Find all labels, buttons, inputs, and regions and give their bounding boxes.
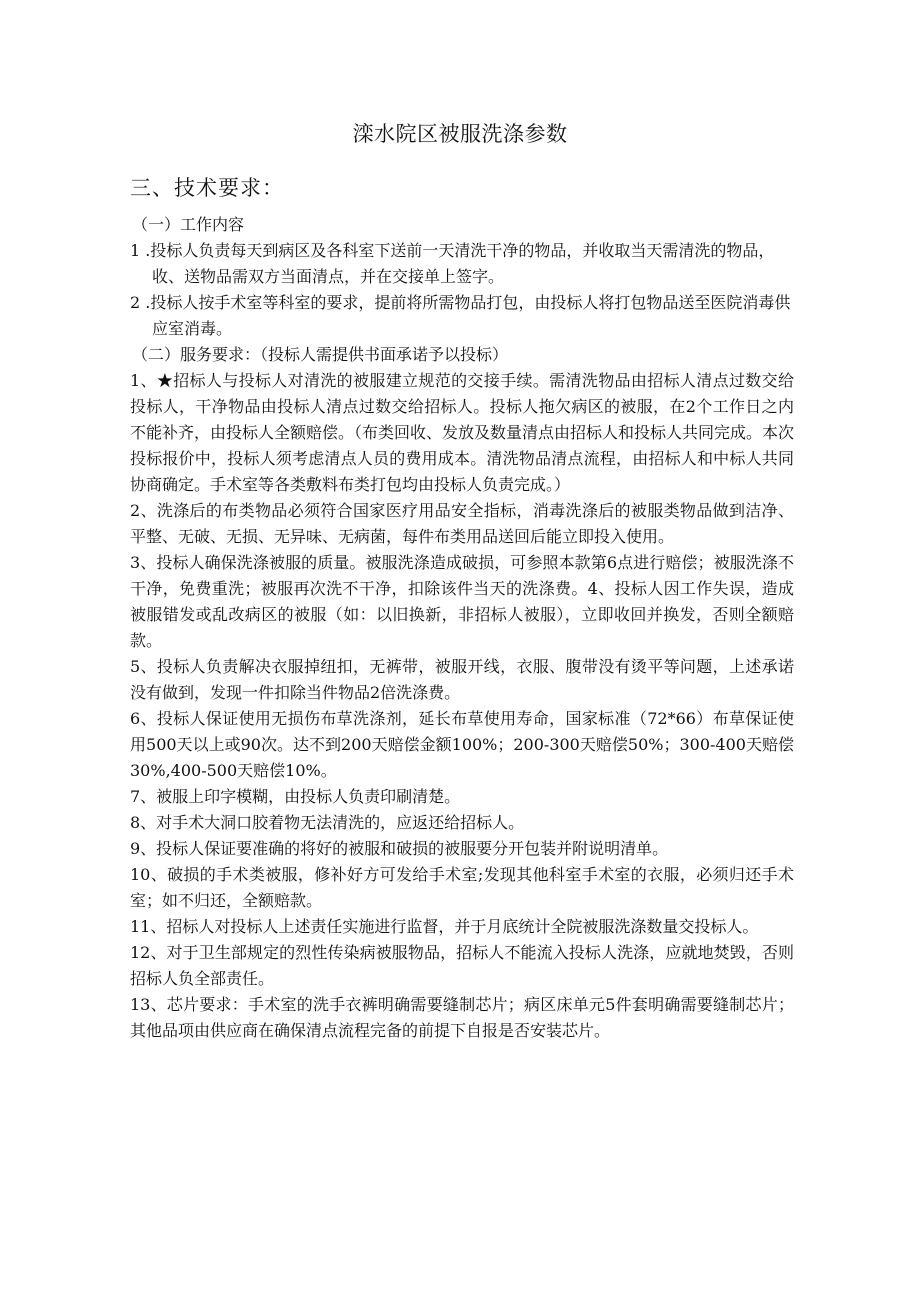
service-item-1: 1、★招标人与投标人对清洗的被服建立规范的交接手续。需清洗物品由招标人清点过数交给投标人，干净物品由投标人清点过数交给招标人。投标人拖欠病区的被服，在2个工作日之内不能补齐，由投标人全额赔偿。（布类回收、发放及数量清点由招标人和投标人共同完成。本次投标报价中，投标人须考虑清点人员的费用成本。清洗物品清点流程，由招标人和中标人共同协商确定。手术室等各类敷料布类打包均由投标人负责完成。） xyxy=(130,371,795,494)
service-item-11: 11、招标人对投标人上述责任实施进行监督，并于月底统计全院被服洗涤数量交投标人。 xyxy=(130,917,759,936)
section-heading: 三、技术要求： xyxy=(130,176,284,200)
service-item-6: 6、投标人保证使用无损伤布草洗涤剂，延长布草使用寿命，国家标准（72*66）布草保证使用500天以上或90次。达不到200天赔偿金额100%；200-300天赔偿50%；300-400天赔偿30%,400-500天赔偿10%。 xyxy=(130,709,794,780)
service-item-12: 12、对于卫生部规定的烈性传染病被服物品，招标人不能流入投标人洗涤，应就地焚毁，否则招标人负全部责任。 xyxy=(130,943,794,988)
service-item-8: 8、对手术大洞口胶着物无法清洗的，应返还给招标人。 xyxy=(130,813,525,832)
service-item-10: 10、破损的手术类被服，修补好方可发给手术室;发现其他科室手术室的衣服，必须归还手术室；如不归还，全额赔款。 xyxy=(130,865,794,910)
service-item-13: 13、芯片要求：手术室的洗手衣裤明确需要缝制芯片；病区床单元5件套明确需要缝制芯片；其他品项由供应商在确保清点流程完备的前提下自报是否安装芯片。 xyxy=(130,995,794,1040)
service-item-7: 7、被服上印字模糊，由投标人负责印刷清楚。 xyxy=(130,787,461,806)
document-body xyxy=(130,212,794,1044)
work-content-heading: （一）工作内容 xyxy=(132,215,245,234)
service-item-9: 9、投标人保证要准确的将好的被服和破损的被服要分开包装并附说明清单。 xyxy=(130,839,669,858)
service-item-3-4: 3、投标人确保洗涤被服的质量。被服洗涤造成破损，可参照本款第6点进行赔偿；被服洗涤不干净，免费重洗；被服再次洗不干净，扣除该件当天的洗涤费。4、投标人因工作失误，造成被服错发或乱改病区的被服（如：以旧换新，非招标人被服），立即收回并换发，否则全额赔款。 xyxy=(130,553,794,650)
service-item-5: 5、投标人负责解决衣服掉纽扣，无裤带，被服开线，衣服、腹带没有烫平等问题，上述承诺没有做到，发现一件扣除当件物品2倍洗涤费。 xyxy=(130,657,794,702)
service-item-2: 2、洗涤后的布类物品必须符合国家医疗用品安全指标，消毒洗涤后的被服类物品做到洁净、平整、无破、无损、无异味、无病菌，每件布类用品送回后能立即投入使用。 xyxy=(130,501,794,546)
work-item-1: 1 .投标人负责每天到病区及各科室下送前一天清洗干净的物品，并收取当天需清洗的物品，收、送物品需双方当面清点，并在交接单上签字。 xyxy=(130,241,775,286)
work-item-2: 2 .投标人按手术室等科室的要求，提前将所需物品打包，由投标人将打包物品送至医院消毒供应室消毒。 xyxy=(130,293,791,338)
document-title: 滦水院区被服洗涤参数 xyxy=(352,122,568,146)
service-requirements-heading: （二）服务要求：（投标人需提供书面承诺予以投标） xyxy=(132,345,509,364)
